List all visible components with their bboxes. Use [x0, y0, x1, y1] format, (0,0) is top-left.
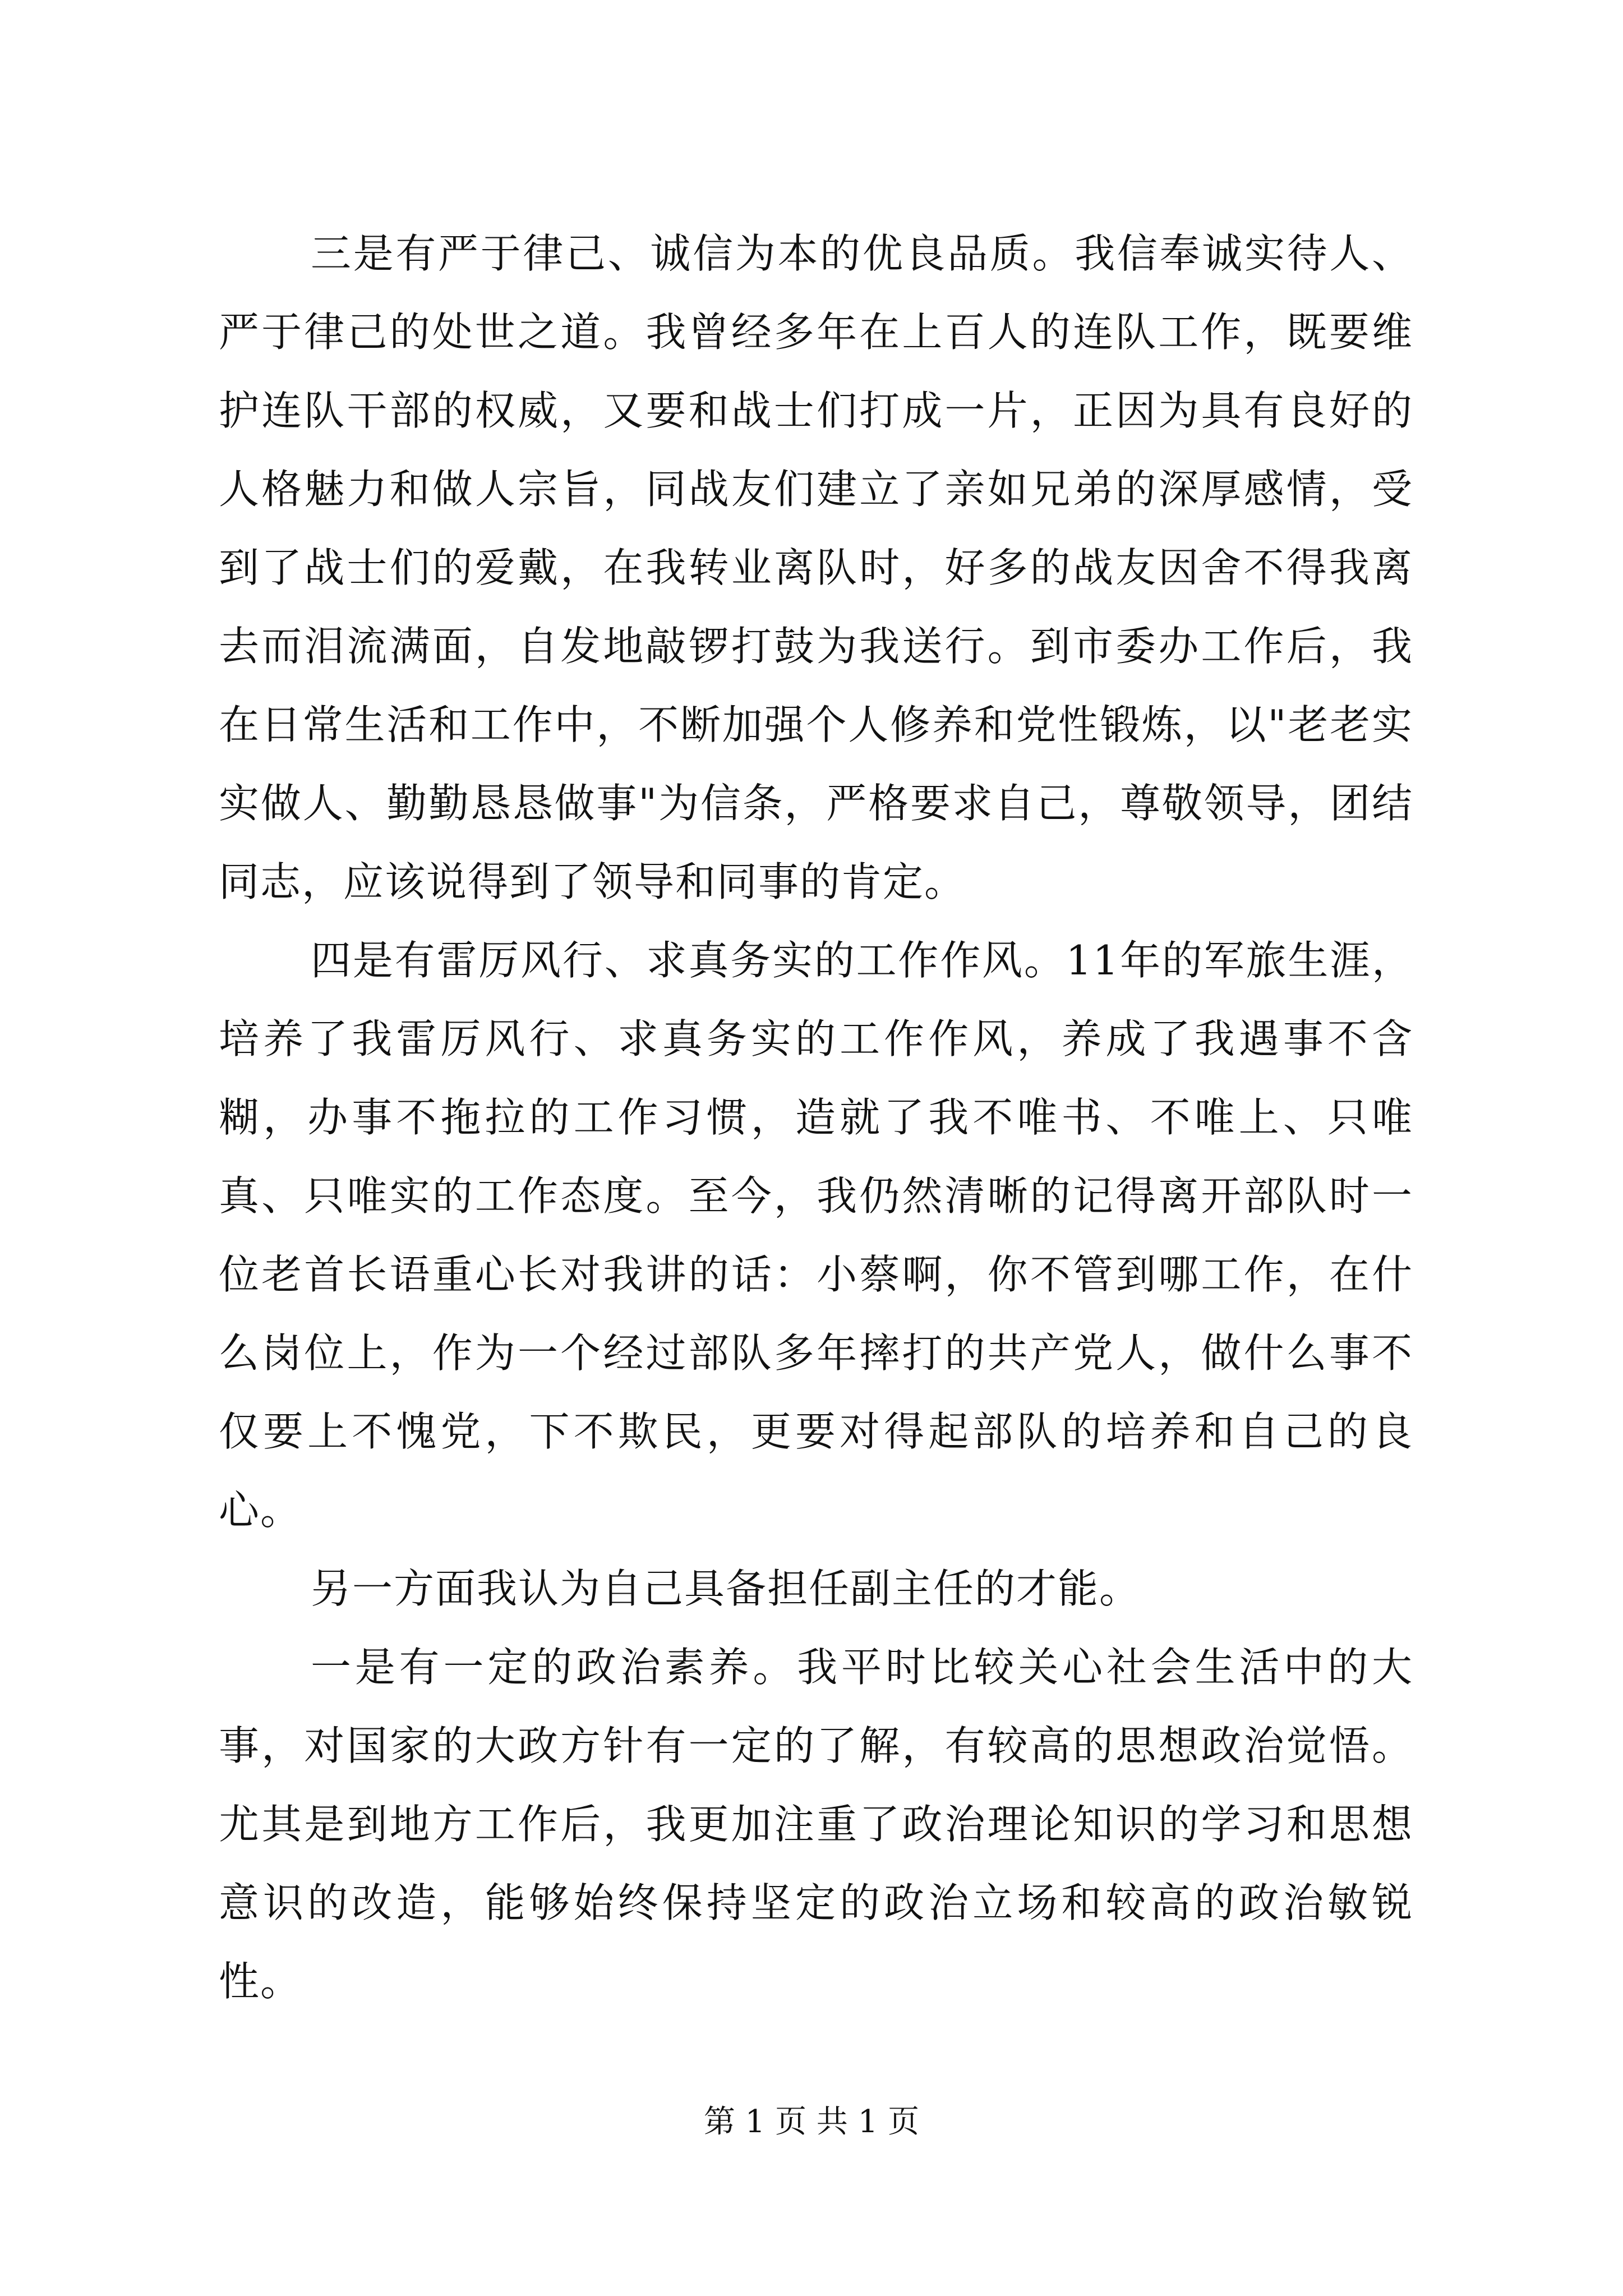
- paragraph-integrity: 三是有严于律己、诚信为本的优良品质。我信奉诚实待人、严于律己的处世之道。我曾经多年在上百人的连队工作，既要维护连队干部的权威，又要和战士们打成一片，正因为具有良好的人格魅力和做人宗旨，同战友们建立了亲如兄弟的深厚感情，受到了战士们的爱戴，在我转业离队时，好多的战友因舍不得我离去而泪流满面，自发地敲锣打鼓为我送行。到市委办工作后，我在日常生活和工作中，不断加强个人修养和党性锻炼，以"老老实实做人、勤勤恳恳做事"为信条，严格要求自己，尊敬领导，团结同志，应该说得到了领导和同事的肯定。: [219, 230, 1413, 905]
- paragraph-abilities-intro: 另一方面我认为自己具备担任副主任的才能。: [311, 1565, 1141, 1612]
- document-body: [219, 214, 1413, 2021]
- paragraph-political-literacy: 一是有一定的政治素养。我平时比较关心社会生活中的大事，对国家的大政方针有一定的了解，有较高的思想政治觉悟。尤其是到地方工作后，我更加注重了政治理论知识的学习和思想意识的改造，能够始终保持坚定的政治立场和较高的政治敏锐性。: [219, 1644, 1413, 2005]
- paragraph-work-style: 四是有雷厉风行、求真务实的工作作风。11年的军旅生涯，培养了我雷厉风行、求真务实的工作作风，养成了我遇事不含糊，办事不拖拉的工作习惯，造就了我不唯书、不唯上、只唯真、只唯实的工作态度。至今，我仍然清晰的记得离开部队时一位老首长语重心长对我讲的话：小蔡啊，你不管到哪工作，在什么岗位上，作为一个经过部队多年摔打的共产党人，做什么事不仅要上不愧党，下不欺民，更要对得起部队的培养和自己的良心。: [219, 937, 1413, 1534]
- page-footer: 第 1 页 共 1 页: [703, 2104, 920, 2140]
